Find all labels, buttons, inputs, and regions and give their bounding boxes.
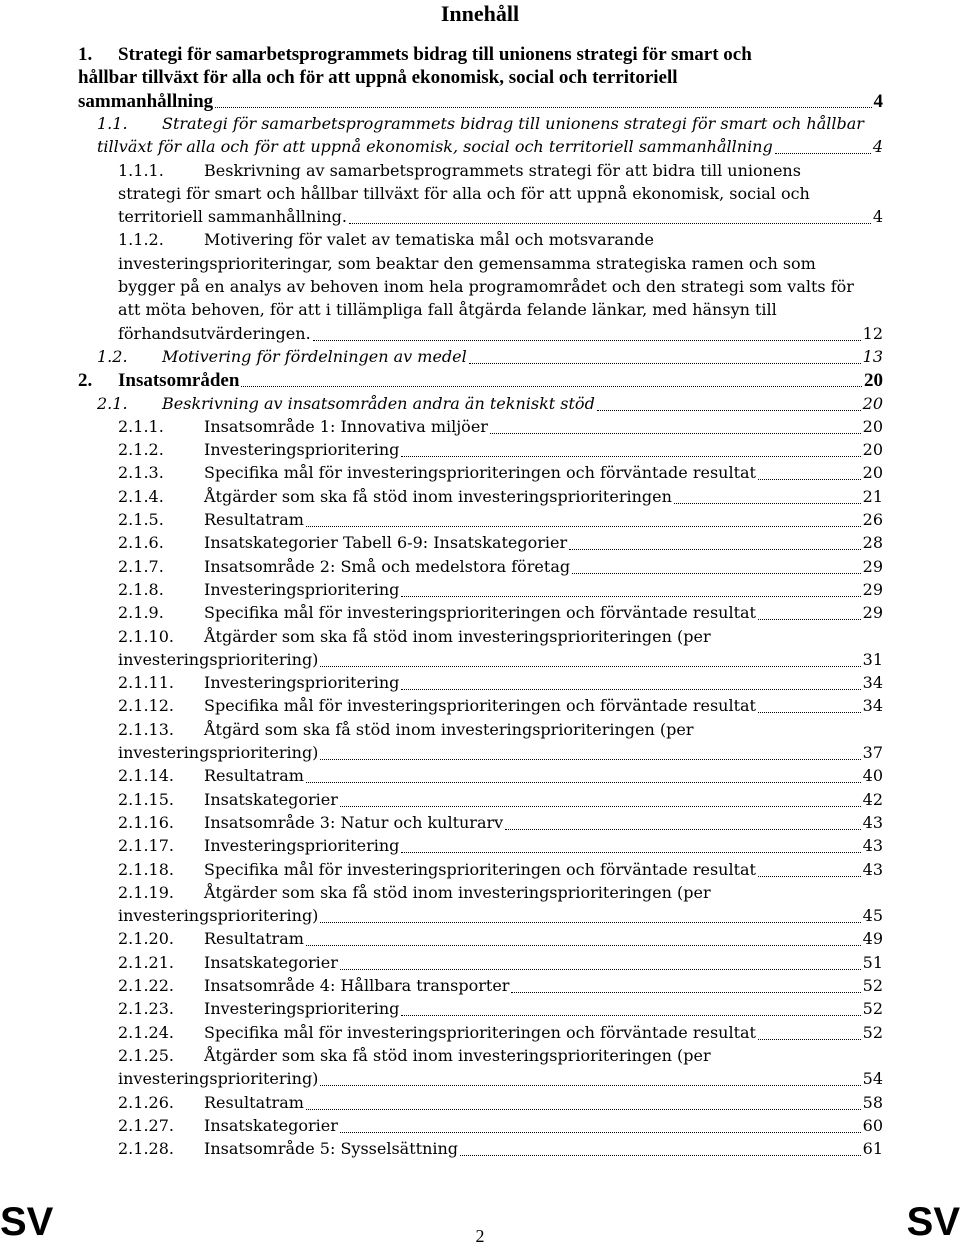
toc-entry-text: Insatsområde 5: Sysselsättning [204,1139,459,1159]
toc-page-number: 13 [862,346,883,366]
toc-entry-text: Insatsområde 3: Natur och kulturarv [204,812,504,832]
toc-entry-text: Åtgärder som ska få stöd inom investeringsprioriteringen [204,486,672,506]
toc-entry-number: 2.1.3. [118,463,164,483]
toc-entry-number: 2.1.17. [118,836,174,856]
toc-entry-number: 2.1.18. [118,859,174,879]
toc-entry-number: 1.1. [97,113,128,133]
toc-page-number: 20 [862,463,883,483]
toc-entry-number: 2.1.25. [118,1045,174,1065]
toc-entry-text: Specifika mål för investeringsprioriteringen och förväntade resultat [204,859,756,879]
toc-leader-dots [401,1013,861,1016]
toc-entry-text: Investeringsprioritering [204,440,400,460]
toc-entry-text: Investeringsprioritering [204,579,400,599]
toc-page-number: 31 [862,649,883,669]
toc-leader-dots [320,664,861,667]
toc-page-number: 52 [862,1022,883,1042]
toc-leader-dots [306,1107,861,1110]
toc-entry-text: Motivering för fördelningen av medel [162,346,467,366]
toc-entry-text: Insatsområde 1: Innovativa miljöer [204,416,488,436]
toc-entry-number: 2.1.16. [118,812,174,832]
toc-leader-dots [572,571,861,574]
toc-entry-number: 2.1.9. [118,603,164,623]
toc-page-number: 20 [862,393,883,413]
toc-entry-number: 2.1.4. [118,486,164,506]
toc-entry-number: 2.1.20. [118,929,174,949]
toc-entry-text: Insatskategorier [204,1115,338,1135]
toc-entry-number: 2.1.1. [118,416,164,436]
toc-entry-number: 2.1.13. [118,719,174,739]
toc-entry-number: 2.1.24. [118,1022,174,1042]
toc-entry-number: 2.1.8. [118,579,164,599]
toc-entry-text: Resultatram [204,929,304,949]
toc-page-number: 40 [862,766,883,786]
toc-entry-number: 1. [78,44,93,65]
toc-entry-text: sammanhållning [78,90,214,112]
toc-entry-number: 2.1.14. [118,766,174,786]
toc-entry-number: 2.1.21. [118,952,174,972]
toc-page-number: 43 [862,859,883,879]
toc-leader-dots [401,594,861,597]
toc-page-number: 29 [862,556,883,576]
toc-leader-dots [320,920,861,923]
toc-entry-text: Investeringsprioritering [204,999,400,1019]
toc-entry-text: territoriell sammanhållning. [118,207,347,227]
toc-page-number: 29 [862,579,883,599]
toc-leader-dots [349,221,871,224]
toc-entry-text: Strategi för samarbetsprogrammets bidrag till unionens strategi för smart och hållbar [162,113,864,133]
toc-entry-text: Motivering för valet av tematiska mål och motsvarande [204,230,654,250]
toc-leader-dots [320,1083,861,1086]
toc-page-number: 21 [862,486,883,506]
toc-page-number: 49 [862,929,883,949]
toc-entry-number: 2.1.28. [118,1139,174,1159]
toc-entry-text: Åtgärd som ska få stöd inom investeringsprioriteringen (per [204,719,694,739]
toc-page-number: 12 [862,323,883,343]
toc-entry-text: förhandsutvärderingen. [118,323,311,343]
toc-entry-text: Specifika mål för investeringsprioriteringen och förväntade resultat [204,1022,756,1042]
toc-entry-number: 2.1.6. [118,533,164,553]
toc-entry-number: 2.1.12. [118,696,174,716]
toc-leader-dots [306,943,861,946]
toc-entry-text: Investeringsprioritering [204,673,400,693]
toc-page-number: 29 [862,603,883,623]
toc-leader-dots [401,454,861,457]
toc-page-number: 20 [864,370,883,392]
toc-entry-text: Resultatram [204,1092,304,1112]
toc-page-number: 52 [862,976,883,995]
toc-leader-dots [674,501,861,504]
toc-leader-dots [758,874,861,877]
toc-leader-dots [401,850,861,853]
toc-page-number: 28 [862,533,883,553]
toc-entry-text: Åtgärder som ska få stöd inom investeringsprioriteringen (per [204,882,711,902]
toc-leader-dots [511,990,861,993]
toc-entry-text: Åtgärder som ska få stöd inom investeringsprioriteringen (per [204,626,711,646]
toc-leader-dots [320,757,861,760]
toc-leader-dots [460,1153,861,1156]
toc-entry-number: 2.1. [97,393,128,413]
toc-leader-dots [215,105,872,108]
toc-entry-number: 2. [78,370,93,392]
toc-entry-text: investeringsprioritering) [118,906,319,926]
toc-leader-dots [401,687,861,690]
toc-page-number: 37 [862,742,883,762]
toc-entry-number: 2.1.22. [118,976,174,995]
toc-leader-dots [758,617,861,620]
toc-entry-number: 2.1.7. [118,556,164,576]
toc-leader-dots [758,1037,861,1040]
page-number: 2 [475,1226,485,1246]
toc-entry-text: Insatsområden [118,370,240,392]
toc-page-number: 43 [862,836,883,856]
toc-entry-text: strategi för smart och hållbar tillväxt för alla och för att uppnå ekonomisk, social och [118,183,810,203]
toc-page-number: 54 [862,1069,883,1089]
toc-entry-text: Beskrivning av insatsområden andra än tekniskt stöd [162,393,595,413]
toc-entry-text: Resultatram [204,766,304,786]
toc-entry-text: investeringsprioritering) [118,742,319,762]
toc-page-number: 51 [862,952,883,972]
toc-entry-text: Insatskategorier [204,789,338,809]
toc-page-number: 4 [872,137,883,157]
toc-leader-dots [306,780,861,783]
toc-page-number: 34 [862,673,883,693]
toc-entry-text: investeringsprioritering) [118,1069,319,1089]
toc-leader-dots [758,710,861,713]
toc-page-number: 34 [862,696,883,716]
toc-leader-dots [340,967,861,970]
toc-entry-text: Strategi för samarbetsprogrammets bidrag till unionens strategi för smart och [118,44,752,65]
toc-page-number: 4 [873,90,883,112]
footer-language-left: SV [0,1200,54,1244]
toc-entry-text: Beskrivning av samarbetsprogrammets strategi för att bidra till unionens [204,160,801,180]
toc-entry-text: investeringsprioritering) [118,649,319,669]
toc-entry-text: Specifika mål för investeringsprioriteringen och förväntade resultat [204,603,756,623]
footer-language-right: SV [906,1200,960,1244]
toc-entry-number: 2.1.26. [118,1092,174,1112]
toc-entry-text: investeringsprioriteringar, som beaktar den gemensamma strategiska ramen och som [118,253,816,273]
toc-entry-text: Insatskategorier [204,952,338,972]
toc-leader-dots [340,1130,861,1133]
toc-leader-dots [241,384,862,387]
toc-page-number: 43 [862,812,883,832]
toc-leader-dots [505,827,861,830]
toc-leader-dots [306,524,861,527]
toc-entry-number: 1.1.2. [118,230,164,250]
toc-entry-text: att möta behoven, för att i tillämpliga fall åtgärda felande länkar, med hänsyn till [118,300,777,320]
toc-entry-number: 2.1.15. [118,789,174,809]
toc-entry-text: Specifika mål för investeringsprioriteringen och förväntade resultat [204,696,756,716]
toc-leader-dots [469,361,861,364]
toc-page-number: 45 [862,906,883,926]
toc-leader-dots [340,804,861,807]
toc-page-number: 26 [862,510,883,529]
toc-entry-text: hållbar tillväxt för alla och för att uppnå ekonomisk, social och territoriell [78,67,678,89]
toc-leader-dots [775,151,871,154]
toc-page-number: 61 [862,1139,883,1159]
toc-entry-text: Insatsområde 4: Hållbara transporter [204,976,510,995]
toc-entry-number: 2.1.23. [118,999,174,1019]
toc-page-number: 42 [862,789,883,809]
toc-entry-number: 2.1.10. [118,626,174,646]
toc-leader-dots [758,477,861,480]
toc-leader-dots [597,408,861,411]
toc-entry-number: 2.1.5. [118,510,164,529]
toc-page-number: 58 [862,1092,883,1112]
toc-leader-dots [569,547,861,550]
toc-page-number: 60 [862,1115,883,1135]
toc-entry-text: Investeringsprioritering [204,836,400,856]
toc-entry-text: tillväxt för alla och för att uppnå ekonomisk, social och territoriell sammanhållning [97,137,773,157]
toc-page-number: 52 [862,999,883,1019]
toc-leader-dots [490,431,861,434]
toc-entry-text: Resultatram [204,510,304,529]
toc-entry-text: Åtgärder som ska få stöd inom investeringsprioriteringen (per [204,1045,711,1065]
toc-entry-text: bygger på en analys av behoven inom hela programområdet och den strategi som valts för [118,276,854,296]
toc-leader-dots [313,338,861,341]
toc-entry-text: Specifika mål för investeringsprioriteringen och förväntade resultat [204,463,756,483]
toc-entry-number: 2.1.19. [118,882,174,902]
page-title: Innehåll [440,1,520,26]
toc-page-number: 4 [872,207,883,227]
toc-entry-number: 1.1.1. [118,160,164,180]
toc-entry-text: Insatsområde 2: Små och medelstora företag [204,556,571,576]
toc-page-number: 20 [862,440,883,460]
toc-entry-number: 2.1.11. [118,673,174,693]
toc-entry-number: 2.1.2. [118,440,164,460]
toc-entry-number: 1.2. [97,346,128,366]
toc-entry-text: Insatskategorier Tabell 6-9: Insatskategorier [204,533,568,553]
toc-page-number: 20 [862,416,883,436]
toc-entry-number: 2.1.27. [118,1115,174,1135]
